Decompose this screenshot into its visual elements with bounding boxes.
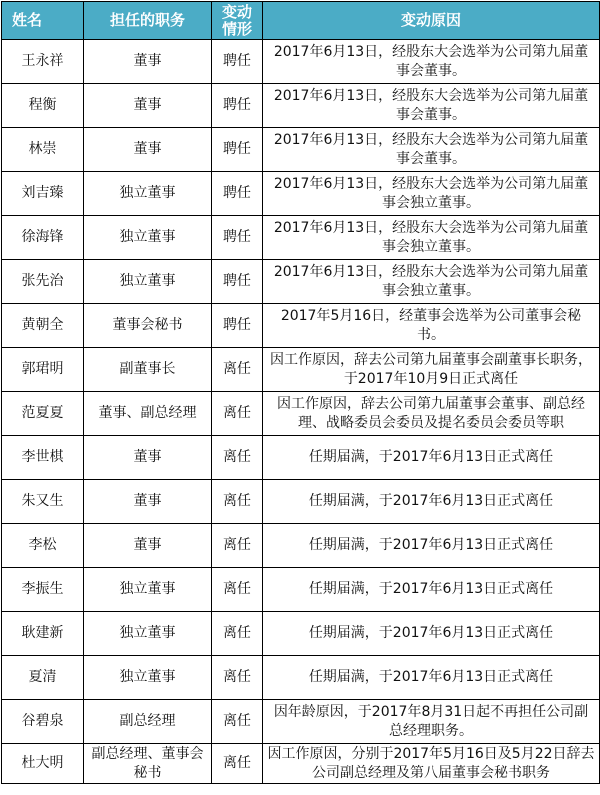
cell-position: 董事、副总经理 <box>84 392 212 436</box>
cell-change-type: 离任 <box>212 524 263 568</box>
cell-position: 副董事长 <box>84 348 212 392</box>
cell-position: 独立董事 <box>84 172 212 216</box>
table-row <box>2 392 600 436</box>
cell-reason: 任期届满，于2017年6月13日正式离任 <box>263 480 600 524</box>
table-row <box>2 84 600 128</box>
cell-name: 王永祥 <box>2 40 84 84</box>
cell-name: 李振生 <box>2 568 84 612</box>
cell-name: 夏清 <box>2 656 84 700</box>
cell-name: 杜大明 <box>2 744 84 784</box>
table-row <box>2 612 600 656</box>
cell-position: 副总经理 <box>84 700 212 744</box>
table-row <box>2 568 600 612</box>
cell-reason: 2017年6月13日，经股东大会选举为公司第九届董事会独立董事。 <box>263 172 600 216</box>
table-row <box>2 216 600 260</box>
cell-name: 朱又生 <box>2 480 84 524</box>
table-row <box>2 656 600 700</box>
header-position: 担任的职务 <box>84 2 212 40</box>
cell-reason: 2017年6月13日，经股东大会选举为公司第九届董事会独立董事。 <box>263 216 600 260</box>
table-row <box>2 40 600 84</box>
cell-change-type: 聘任 <box>212 84 263 128</box>
cell-position: 独立董事 <box>84 568 212 612</box>
cell-change-type: 离任 <box>212 568 263 612</box>
cell-change-type: 聘任 <box>212 304 263 348</box>
cell-position: 独立董事 <box>84 216 212 260</box>
cell-name: 徐海锋 <box>2 216 84 260</box>
table-row <box>2 304 600 348</box>
table-row <box>2 744 600 784</box>
header-reason: 变动原因 <box>263 2 600 40</box>
cell-change-type: 离任 <box>212 612 263 656</box>
cell-reason: 2017年6月13日，经股东大会选举为公司第九届董事会董事。 <box>263 40 600 84</box>
table-row <box>2 260 600 304</box>
cell-change-type: 离任 <box>212 348 263 392</box>
personnel-change-table <box>1 1 600 784</box>
cell-position: 独立董事 <box>84 260 212 304</box>
table-row <box>2 436 600 480</box>
cell-position: 董事 <box>84 480 212 524</box>
cell-name: 李松 <box>2 524 84 568</box>
cell-position: 董事 <box>84 40 212 84</box>
cell-change-type: 离任 <box>212 744 263 784</box>
cell-change-type: 离任 <box>212 436 263 480</box>
cell-position: 董事会秘书 <box>84 304 212 348</box>
cell-reason: 任期届满，于2017年6月13日正式离任 <box>263 524 600 568</box>
cell-position: 董事 <box>84 436 212 480</box>
table-header-row <box>2 2 600 40</box>
cell-name: 张先治 <box>2 260 84 304</box>
cell-name: 程衡 <box>2 84 84 128</box>
table-row <box>2 128 600 172</box>
cell-change-type: 离任 <box>212 656 263 700</box>
header-name: 姓名 <box>2 2 84 40</box>
cell-position: 董事 <box>84 128 212 172</box>
cell-name: 林崇 <box>2 128 84 172</box>
cell-change-type: 聘任 <box>212 260 263 304</box>
cell-position: 董事 <box>84 84 212 128</box>
cell-change-type: 聘任 <box>212 172 263 216</box>
cell-name: 黄朝全 <box>2 304 84 348</box>
header-change-type: 变动 情形 <box>212 2 263 40</box>
cell-reason: 因工作原因，辞去公司第九届董事会副董事长职务，于2017年10月9日正式离任 <box>263 348 600 392</box>
cell-reason: 因年龄原因，于2017年8月31日起不再担任公司副总经理职务。 <box>263 700 600 744</box>
table-row <box>2 480 600 524</box>
cell-reason: 2017年6月13日，经股东大会选举为公司第九届董事会董事。 <box>263 128 600 172</box>
cell-name: 郭珺明 <box>2 348 84 392</box>
cell-reason: 任期届满，于2017年6月13日正式离任 <box>263 612 600 656</box>
cell-reason: 任期届满，于2017年6月13日正式离任 <box>263 656 600 700</box>
cell-name: 耿建新 <box>2 612 84 656</box>
cell-change-type: 聘任 <box>212 216 263 260</box>
cell-name: 谷碧泉 <box>2 700 84 744</box>
cell-reason: 2017年5月16日，经董事会选举为公司董事会秘书。 <box>263 304 600 348</box>
cell-change-type: 聘任 <box>212 40 263 84</box>
cell-name: 李世棋 <box>2 436 84 480</box>
cell-position: 董事 <box>84 524 212 568</box>
table-row <box>2 524 600 568</box>
cell-reason: 因工作原因，辞去公司第九届董事会董事、副总经理、战略委员会委员及提名委员会委员等职 <box>263 392 600 436</box>
table-row <box>2 348 600 392</box>
cell-reason: 任期届满，于2017年6月13日正式离任 <box>263 568 600 612</box>
cell-reason: 任期届满，于2017年6月13日正式离任 <box>263 436 600 480</box>
cell-reason: 2017年6月13日，经股东大会选举为公司第九届董事会董事。 <box>263 84 600 128</box>
cell-change-type: 聘任 <box>212 128 263 172</box>
cell-change-type: 离任 <box>212 700 263 744</box>
cell-name: 范夏夏 <box>2 392 84 436</box>
table-row <box>2 700 600 744</box>
cell-change-type: 离任 <box>212 480 263 524</box>
table-row <box>2 172 600 216</box>
cell-change-type: 离任 <box>212 392 263 436</box>
cell-position: 副总经理、董事会秘书 <box>84 744 212 784</box>
cell-reason: 2017年6月13日，经股东大会选举为公司第九届董事会独立董事。 <box>263 260 600 304</box>
cell-position: 独立董事 <box>84 656 212 700</box>
cell-position: 独立董事 <box>84 612 212 656</box>
cell-reason: 因工作原因，分别于2017年5月16日及5月22日辞去公司副总经理及第八届董事会秘书职务 <box>263 744 600 784</box>
cell-name: 刘吉臻 <box>2 172 84 216</box>
